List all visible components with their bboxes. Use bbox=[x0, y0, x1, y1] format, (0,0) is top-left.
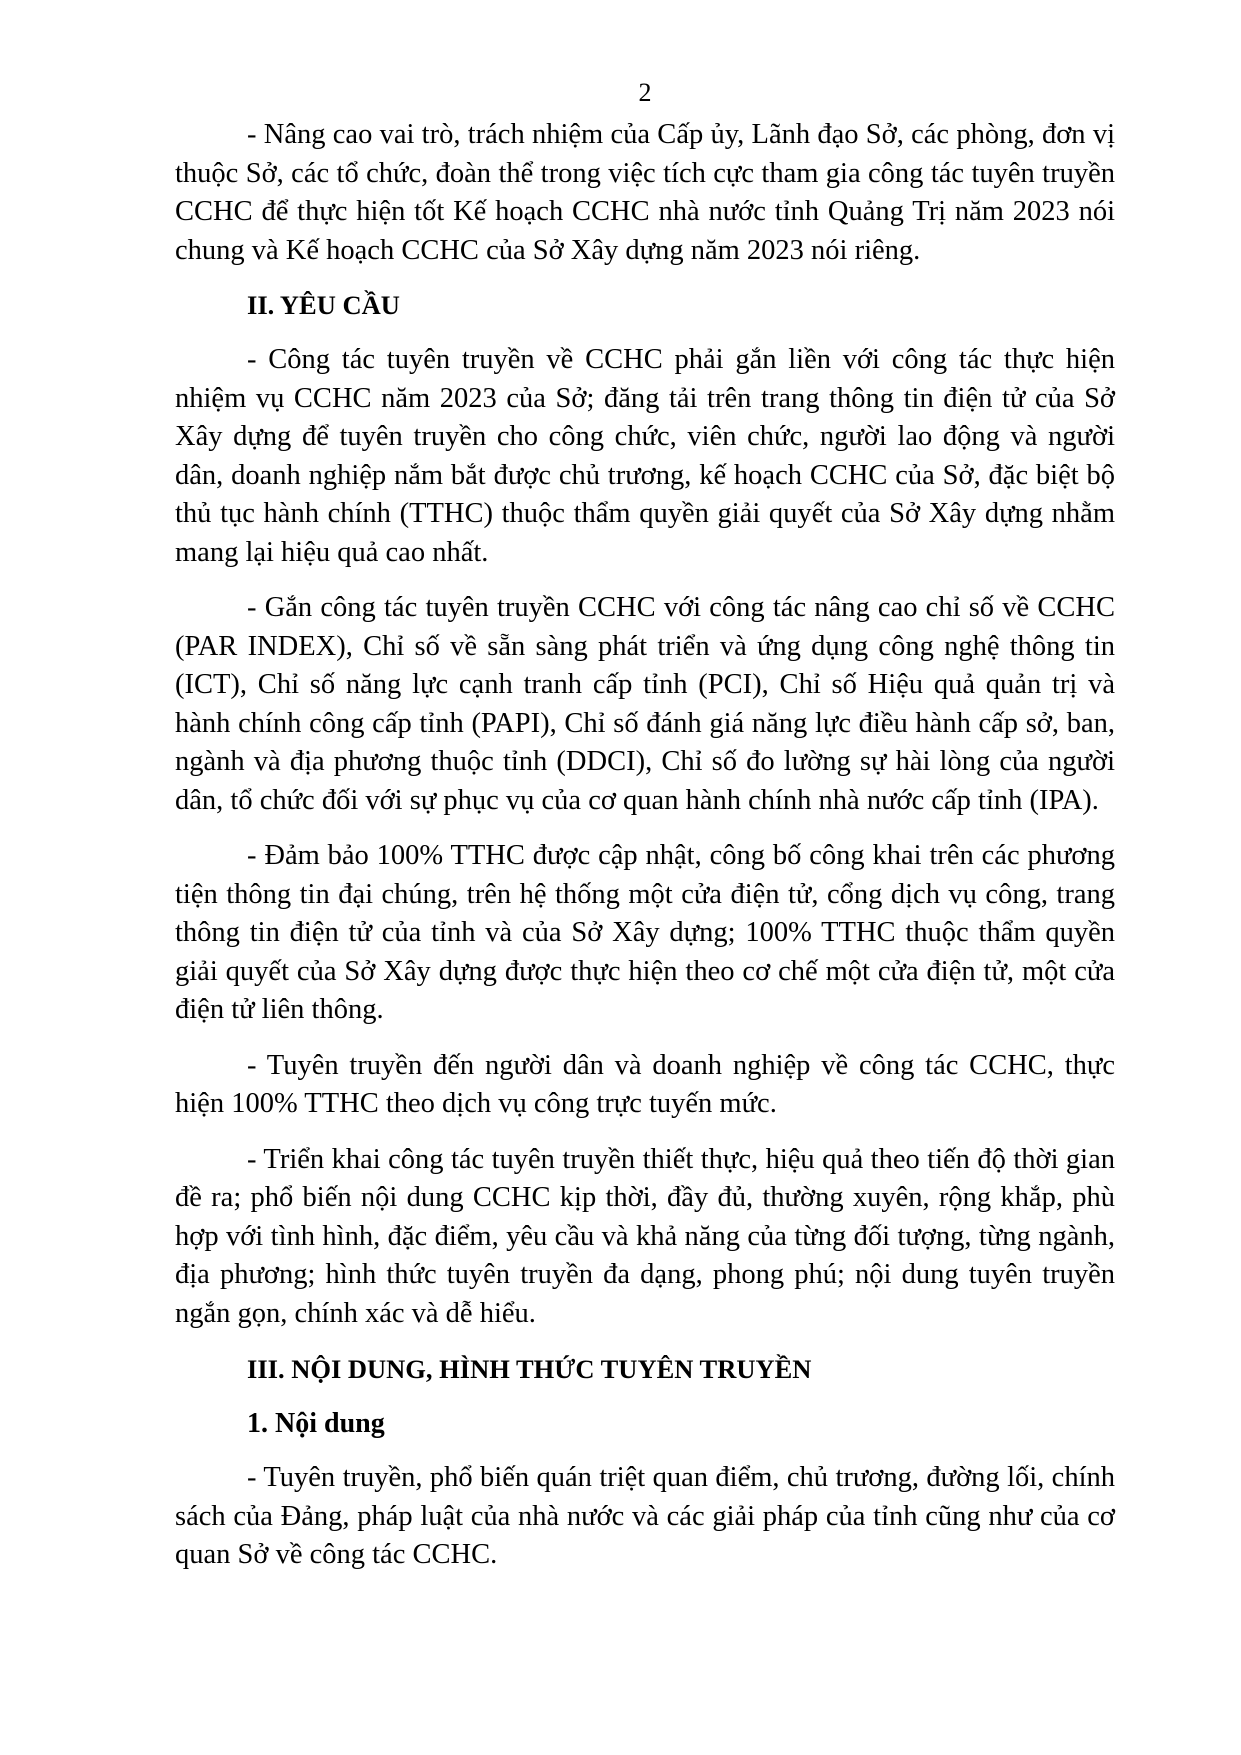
paragraph-content-1: - Tuyên truyền, phổ biến quán triệt quan điểm, chủ trương, đường lối, chính sách của Đảng, pháp luật của nhà nước và các giải pháp của tỉnh cũng như của cơ quan Sở về công tác CCHC. bbox=[175, 1462, 1115, 1570]
paragraph-requirement-2: - Gắn công tác tuyên truyền CCHC với công tác nâng cao chỉ số về CCHC (PAR INDEX), Chỉ số về sẵn sàng phát triển và ứng dụng công nghệ thông tin (ICT), Chỉ số năng lực cạnh tranh cấp tỉnh (PCI), Chỉ số Hiệu quả quản trị và hành chính công cấp tỉnh (PAPI), Chỉ số đánh giá năng lực điều hành cấp sở, ban, ngành và địa phương thuộc tỉnh (DDCI), Chỉ số đo lường sự hài lòng của người dân, tổ chức đối với sự phục vụ của cơ quan hành chính nhà nước cấp tỉnh (IPA). bbox=[175, 592, 1115, 816]
section-heading-requirements: II. YÊU CẦU bbox=[247, 290, 400, 320]
page-number: 2 bbox=[638, 78, 652, 107]
paragraph-requirement-1: - Công tác tuyên truyền về CCHC phải gắn liền với công tác thực hiện nhiệm vụ CCHC năm 2023 của Sở; đăng tải trên trang thông tin điện tử của Sở Xây dựng để tuyên truyền cho công chức, viên chức, người lao động và người dân, doanh nghiệp nắm bắt được chủ trương, kế hoạch CCHC của Sở, đặc biệt bộ thủ tục hành chính (TTHC) thuộc thẩm quyền giải quyết của Sở Xây dựng nhằm mang lại hiệu quả cao nhất. bbox=[175, 344, 1115, 568]
subsection-heading-content: 1. Nội dung bbox=[247, 1408, 385, 1439]
section-heading-content-forms: III. NỘI DUNG, HÌNH THỨC TUYÊN TRUYỀN bbox=[247, 1354, 812, 1384]
paragraph-requirement-3: - Đảm bảo 100% TTHC được cập nhật, công bố công khai trên các phương tiện thông tin đại chúng, trên hệ thống một cửa điện tử, cổng dịch vụ công, trang thông tin điện tử của tỉnh và của Sở Xây dựng; 100% TTHC thuộc thẩm quyền giải quyết của Sở Xây dựng được thực hiện theo cơ chế một cửa điện tử, một cửa điện tử liên thông. bbox=[175, 840, 1115, 1025]
paragraph-requirement-5: - Triển khai công tác tuyên truyền thiết thực, hiệu quả theo tiến độ thời gian đề ra; phổ biến nội dung CCHC kịp thời, đầy đủ, thường xuyên, rộng khắp, phù hợp với tình hình, đặc điểm, yêu cầu và khả năng của từng đối tượng, từng ngành, địa phương; hình thức tuyên truyền đa dạng, phong phú; nội dung tuyên truyền ngắn gọn, chính xác và dễ hiểu. bbox=[175, 1143, 1115, 1329]
paragraph-intro: - Nâng cao vai trò, trách nhiệm của Cấp ủy, Lãnh đạo Sở, các phòng, đơn vị thuộc Sở, các tổ chức, đoàn thể trong việc tích cực tham gia công tác tuyên truyền CCHC để thực hiện tốt Kế hoạch CCHC nhà nước tỉnh Quảng Trị năm 2023 nói chung và Kế hoạch CCHC của Sở Xây dựng năm 2023 nói riêng. bbox=[175, 119, 1115, 266]
document-page bbox=[175, 76, 1115, 1592]
paragraph-requirement-4: - Tuyên truyền đến người dân và doanh nghiệp về công tác CCHC, thực hiện 100% TTHC theo dịch vụ công trực tuyến mức. bbox=[175, 1049, 1115, 1119]
